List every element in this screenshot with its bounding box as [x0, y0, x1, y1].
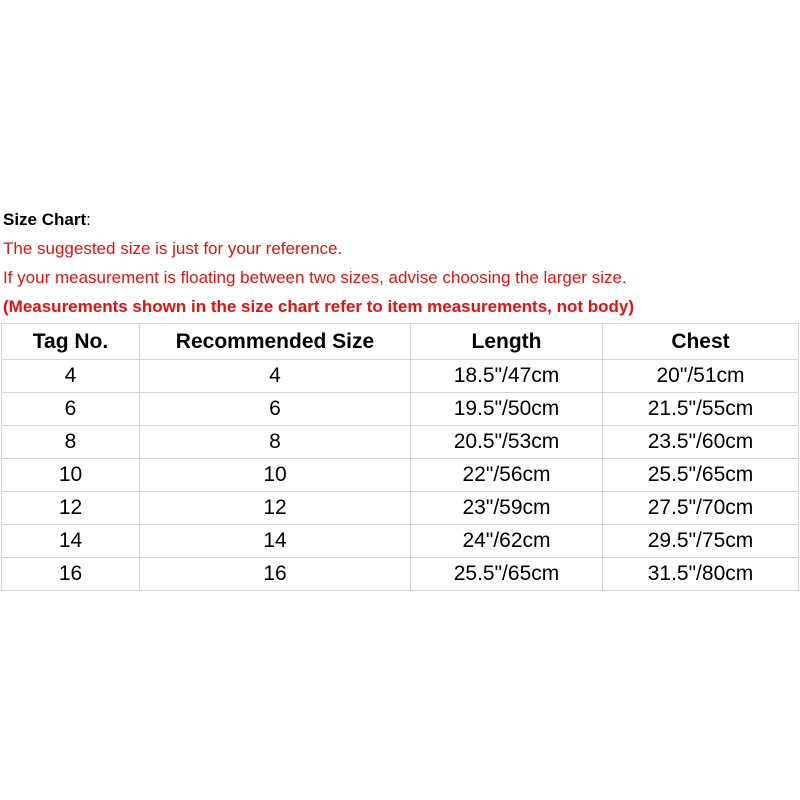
cell-chest: 23.5"/60cm [603, 426, 799, 459]
cell-tag-no: 4 [2, 360, 140, 393]
cell-tag-no: 8 [2, 426, 140, 459]
cell-length: 24"/62cm [411, 525, 603, 558]
size-table [1, 323, 799, 591]
cell-recommended-size: 14 [140, 525, 411, 558]
size-chart-title-colon: : [86, 210, 91, 229]
cell-recommended-size: 12 [140, 492, 411, 525]
size-chart-heading [3, 205, 798, 234]
cell-recommended-size: 8 [140, 426, 411, 459]
table-row [2, 459, 799, 492]
cell-tag-no: 10 [2, 459, 140, 492]
cell-length: 23"/59cm [411, 492, 603, 525]
table-row [2, 525, 799, 558]
measurement-disclaimer: (Measurements shown in the size chart refer to item measurements, not body) [3, 297, 635, 316]
cell-chest: 27.5"/70cm [603, 492, 799, 525]
header-chest: Chest [603, 324, 799, 360]
cell-recommended-size: 4 [140, 360, 411, 393]
table-row [2, 393, 799, 426]
cell-chest: 20"/51cm [603, 360, 799, 393]
cell-chest: 29.5"/75cm [603, 525, 799, 558]
cell-chest: 21.5"/55cm [603, 393, 799, 426]
table-row [2, 426, 799, 459]
cell-length: 20.5"/53cm [411, 426, 603, 459]
cell-chest: 31.5"/80cm [603, 558, 799, 591]
header-tag-no: Tag No. [2, 324, 140, 360]
cell-length: 19.5"/50cm [411, 393, 603, 426]
cell-tag-no: 6 [2, 393, 140, 426]
cell-tag-no: 16 [2, 558, 140, 591]
table-row [2, 558, 799, 591]
cell-recommended-size: 6 [140, 393, 411, 426]
size-chart-title: Size Chart [3, 210, 87, 229]
cell-recommended-size: 10 [140, 459, 411, 492]
table-row [2, 492, 799, 525]
cell-recommended-size: 16 [140, 558, 411, 591]
table-header-row [2, 324, 799, 360]
cell-tag-no: 14 [2, 525, 140, 558]
cell-length: 25.5"/65cm [411, 558, 603, 591]
cell-chest: 25.5"/65cm [603, 459, 799, 492]
cell-length: 22"/56cm [411, 459, 603, 492]
size-chart-notes [3, 205, 798, 321]
header-length: Length [411, 324, 603, 360]
cell-tag-no: 12 [2, 492, 140, 525]
larger-size-advice: If your measurement is floating between two sizes, advise choosing the larger size. [3, 268, 627, 287]
header-recommended-size: Recommended Size [140, 324, 411, 360]
reference-note: The suggested size is just for your reference. [3, 239, 343, 258]
cell-length: 18.5"/47cm [411, 360, 603, 393]
table-row [2, 360, 799, 393]
